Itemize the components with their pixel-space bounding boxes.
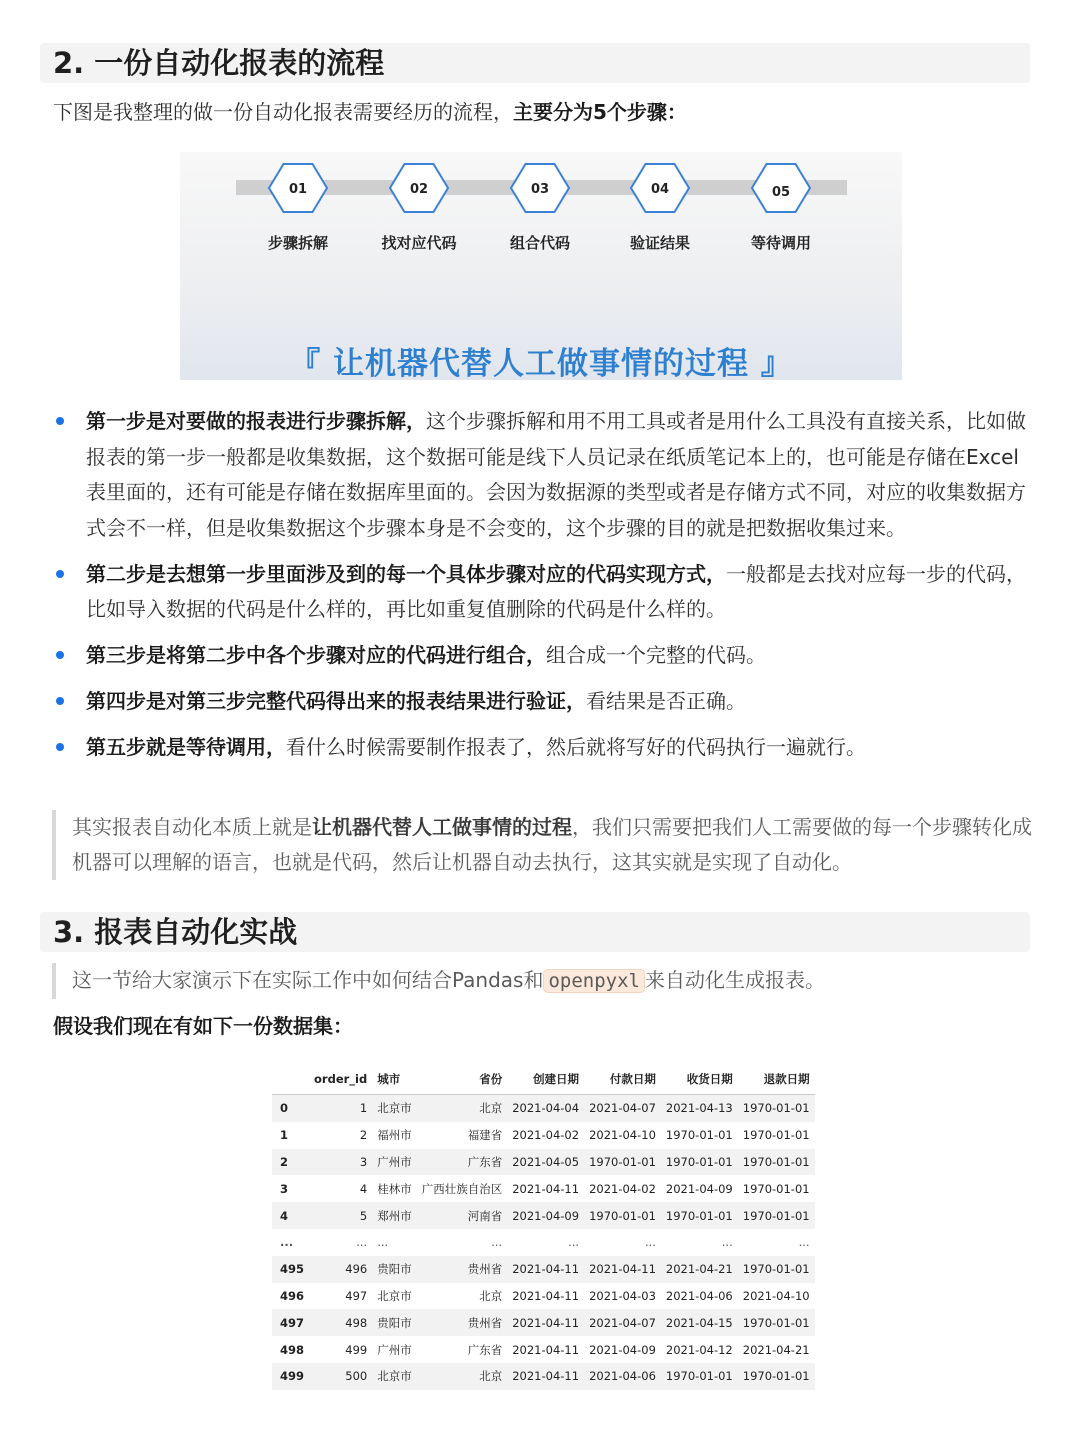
- table-cell: 北京市: [372, 1283, 417, 1310]
- table-cell: 2021-04-11: [507, 1336, 584, 1363]
- section-heading-3: 3. 报表自动化实战: [40, 912, 1030, 952]
- table-cell: 2021-04-15: [661, 1309, 738, 1336]
- table-row: [272, 1363, 815, 1390]
- step-bold: 第一步是对要做的报表进行步骤拆解，: [86, 409, 426, 433]
- step-number: 05: [771, 185, 791, 200]
- table-cell: 3: [309, 1149, 372, 1176]
- table-cell: ...: [661, 1229, 738, 1256]
- table-cell: 2021-04-05: [507, 1149, 584, 1176]
- table-cell: 1970-01-01: [661, 1202, 738, 1229]
- step-text: 组合成一个完整的代码。: [546, 643, 766, 667]
- quote-text: 来自动化生成报表。: [644, 968, 825, 992]
- table-cell: 1970-01-01: [661, 1122, 738, 1149]
- table-row: [272, 1122, 815, 1149]
- table-cell: 1970-01-01: [738, 1175, 815, 1202]
- table-cell: ...: [507, 1229, 584, 1256]
- bullet-dot-icon: [56, 697, 64, 705]
- table-cell: 广西壮族自治区: [417, 1175, 508, 1202]
- list-item: [53, 730, 1033, 766]
- section-intro: [53, 97, 687, 127]
- table-cell: ...: [272, 1229, 309, 1256]
- step-number: 02: [409, 182, 429, 197]
- table-cell: ...: [372, 1229, 417, 1256]
- table-cell: 2021-04-09: [507, 1202, 584, 1229]
- table-cell: 497: [309, 1283, 372, 1310]
- step-number: 03: [530, 182, 550, 197]
- bullet-dot-icon: [56, 651, 64, 659]
- table-cell: 2021-04-07: [584, 1095, 661, 1122]
- table-cell: 2021-04-02: [584, 1175, 661, 1202]
- step-bold: 第五步就是等待调用，: [86, 735, 286, 759]
- table-cell: 498: [272, 1336, 309, 1363]
- table-cell: 2021-04-13: [661, 1095, 738, 1122]
- table-cell: 广州市: [372, 1149, 417, 1176]
- table-cell: 北京: [417, 1363, 508, 1390]
- intro-bold-text: 主要分为5个步骤：: [513, 100, 687, 124]
- table-cell: 1970-01-01: [738, 1122, 815, 1149]
- step-number: 04: [650, 182, 670, 197]
- quote-bold: 让机器代替人工做事情的过程: [312, 815, 572, 839]
- table-cell: 499: [272, 1363, 309, 1390]
- table-cell: 2021-04-11: [507, 1283, 584, 1310]
- step-label: 组合代码: [509, 234, 570, 252]
- table-row: [272, 1256, 815, 1283]
- table-cell: 495: [272, 1256, 309, 1283]
- table-cell: 2021-04-11: [584, 1256, 661, 1283]
- table-header-cell: order_id: [309, 1064, 372, 1095]
- step-text: 一般都是去找对应每一步的代码，比如导入数据的代码是什么样的，再比如重复值删除的代码是什么样的。: [86, 561, 1026, 621]
- dataset-label: 假设我们现在有如下一份数据集：: [53, 1014, 353, 1038]
- list-item: [53, 557, 1033, 628]
- table-cell: 3: [272, 1175, 309, 1202]
- table-cell: 496: [309, 1256, 372, 1283]
- table-cell: 1970-01-01: [738, 1095, 815, 1122]
- table-cell: 北京: [417, 1095, 508, 1122]
- section-heading-2: 2. 一份自动化报表的流程: [40, 43, 1030, 83]
- quote-text: 这一节给大家演示下在实际工作中如何结合Pandas和: [72, 968, 544, 992]
- table-cell: 4: [272, 1202, 309, 1229]
- table-cell: 1970-01-01: [738, 1202, 815, 1229]
- table-cell: 2021-04-07: [584, 1309, 661, 1336]
- table-header-cell: 城市: [372, 1064, 417, 1095]
- table-cell: 2: [309, 1122, 372, 1149]
- bullet-dot-icon: [56, 743, 64, 751]
- list-item: [53, 684, 1033, 720]
- bullet-dot-icon: [56, 570, 64, 578]
- table-cell: 4: [309, 1175, 372, 1202]
- table-row: [272, 1095, 815, 1122]
- table-cell: 广东省: [417, 1336, 508, 1363]
- table-cell: 2021-04-11: [507, 1363, 584, 1390]
- table-cell: 北京市: [372, 1363, 417, 1390]
- table-cell: 497: [272, 1309, 309, 1336]
- table-cell: 2021-04-04: [507, 1095, 584, 1122]
- step-label: 步骤拆解: [267, 234, 328, 252]
- table-cell: 北京: [417, 1283, 508, 1310]
- step-bold: 第四步是对第三步完整代码得出来的报表结果进行验证，: [86, 689, 586, 713]
- table-cell: 广州市: [372, 1336, 417, 1363]
- table-row: [272, 1175, 815, 1202]
- inline-code: openpyxl: [543, 969, 645, 993]
- table-cell: 496: [272, 1283, 309, 1310]
- table-cell: 郑州市: [372, 1202, 417, 1229]
- table-cell: 2021-04-10: [584, 1122, 661, 1149]
- step-text: 这个步骤拆解和用不用工具或者是用什么工具没有直接关系，比如做报表的第一步一般都是收集数据，这个数据可能是线下人员记录在纸质笔记本上的，也可能是存储在Excel表里面的，还有可能是存储在数据库里面的。会因为数据源的类型或者是存储方式不同，对应的收集数据方式会不一样，但是收集数据这个步骤本身是不会变的，这个步骤的目的就是把数据收集过来。: [86, 409, 1026, 540]
- table-header-row: [272, 1064, 815, 1095]
- table-cell: 2021-04-10: [738, 1283, 815, 1310]
- step-list: [53, 404, 1033, 776]
- table-row: [272, 1283, 815, 1310]
- diagram-caption: 『 让机器代替人工做事情的过程 』: [289, 346, 793, 382]
- table-cell: 贵阳市: [372, 1256, 417, 1283]
- table-header-cell: 收货日期: [661, 1064, 738, 1095]
- table-cell: 500: [309, 1363, 372, 1390]
- table-cell: 1970-01-01: [738, 1309, 815, 1336]
- table-cell: 2021-04-21: [738, 1336, 815, 1363]
- table-header-cell: 退款日期: [738, 1064, 815, 1095]
- table-cell: 2021-04-06: [661, 1283, 738, 1310]
- table-header-cell: 付款日期: [584, 1064, 661, 1095]
- table-row: [272, 1229, 815, 1256]
- step-bold: 第三步是将第二步中各个步骤对应的代码进行组合，: [86, 643, 546, 667]
- table-cell: 贵阳市: [372, 1309, 417, 1336]
- table-cell: 2021-04-11: [507, 1175, 584, 1202]
- summary-quote: [52, 810, 1032, 880]
- step-label: 等待调用: [750, 234, 811, 252]
- table-cell: 499: [309, 1336, 372, 1363]
- table-cell: 2021-04-09: [661, 1175, 738, 1202]
- table-cell: 广东省: [417, 1149, 508, 1176]
- table-cell: 2021-04-06: [584, 1363, 661, 1390]
- table-cell: 贵州省: [417, 1256, 508, 1283]
- table-cell: ...: [738, 1229, 815, 1256]
- table-header-cell: 创建日期: [507, 1064, 584, 1095]
- table-cell: 河南省: [417, 1202, 508, 1229]
- table-cell: 2: [272, 1149, 309, 1176]
- list-item: [53, 638, 1033, 674]
- step-label: 验证结果: [629, 234, 690, 252]
- table-cell: 2021-04-09: [584, 1336, 661, 1363]
- table-cell: 1970-01-01: [738, 1256, 815, 1283]
- table-cell: 北京市: [372, 1095, 417, 1122]
- table-cell: 桂林市: [372, 1175, 417, 1202]
- table-cell: 498: [309, 1309, 372, 1336]
- table-header-cell: 省份: [417, 1064, 508, 1095]
- quote-text: ，我们只需要把我们人工需要做的每一个步骤转化成机器可以理解的语言，也就是代码，然后让机器自动去执行，这其实就是实现了自动化。: [72, 815, 1032, 874]
- table-cell: 1: [272, 1122, 309, 1149]
- table-cell: 1970-01-01: [661, 1149, 738, 1176]
- table-cell: 2021-04-03: [584, 1283, 661, 1310]
- step-label: 找对应代码: [381, 234, 457, 252]
- table-row: [272, 1309, 815, 1336]
- table-cell: 1: [309, 1095, 372, 1122]
- table-cell: 贵州省: [417, 1309, 508, 1336]
- table-cell: 1970-01-01: [738, 1149, 815, 1176]
- step-bold: 第二步是去想第一步里面涉及到的每一个具体步骤对应的代码实现方式，: [86, 561, 726, 586]
- step-text: 看结果是否正确。: [586, 689, 746, 713]
- table-row: [272, 1202, 815, 1229]
- table-cell: 1970-01-01: [661, 1363, 738, 1390]
- dataset-table: [272, 1064, 812, 1390]
- table-row: [272, 1336, 815, 1363]
- flow-diagram: [180, 152, 902, 380]
- table-cell: 2021-04-11: [507, 1309, 584, 1336]
- table-cell: 2021-04-21: [661, 1256, 738, 1283]
- table-cell: 5: [309, 1202, 372, 1229]
- table-cell: 0: [272, 1095, 309, 1122]
- table-row: [272, 1149, 815, 1176]
- table-cell: 福州市: [372, 1122, 417, 1149]
- table-cell: ...: [584, 1229, 661, 1256]
- table-cell: ...: [417, 1229, 508, 1256]
- table-cell: 2021-04-12: [661, 1336, 738, 1363]
- table-header-cell: [272, 1064, 309, 1095]
- table-cell: 1970-01-01: [738, 1363, 815, 1390]
- table-cell: 1970-01-01: [584, 1149, 661, 1176]
- table-cell: 福建省: [417, 1122, 508, 1149]
- step-number: 01: [288, 182, 308, 197]
- step-text: 看什么时候需要制作报表了，然后就将写好的代码执行一遍就行。: [286, 735, 866, 759]
- table-cell: 1970-01-01: [584, 1202, 661, 1229]
- bullet-dot-icon: [56, 417, 64, 425]
- quote-text: 其实报表自动化本质上就是: [72, 815, 312, 839]
- section3-quote: [52, 963, 1032, 999]
- list-item: [53, 404, 1033, 546]
- table-cell: 2021-04-02: [507, 1122, 584, 1149]
- intro-text: 下图是我整理的做一份自动化报表需要经历的流程，: [53, 100, 513, 124]
- table-cell: 2021-04-11: [507, 1256, 584, 1283]
- table-cell: ...: [309, 1229, 372, 1256]
